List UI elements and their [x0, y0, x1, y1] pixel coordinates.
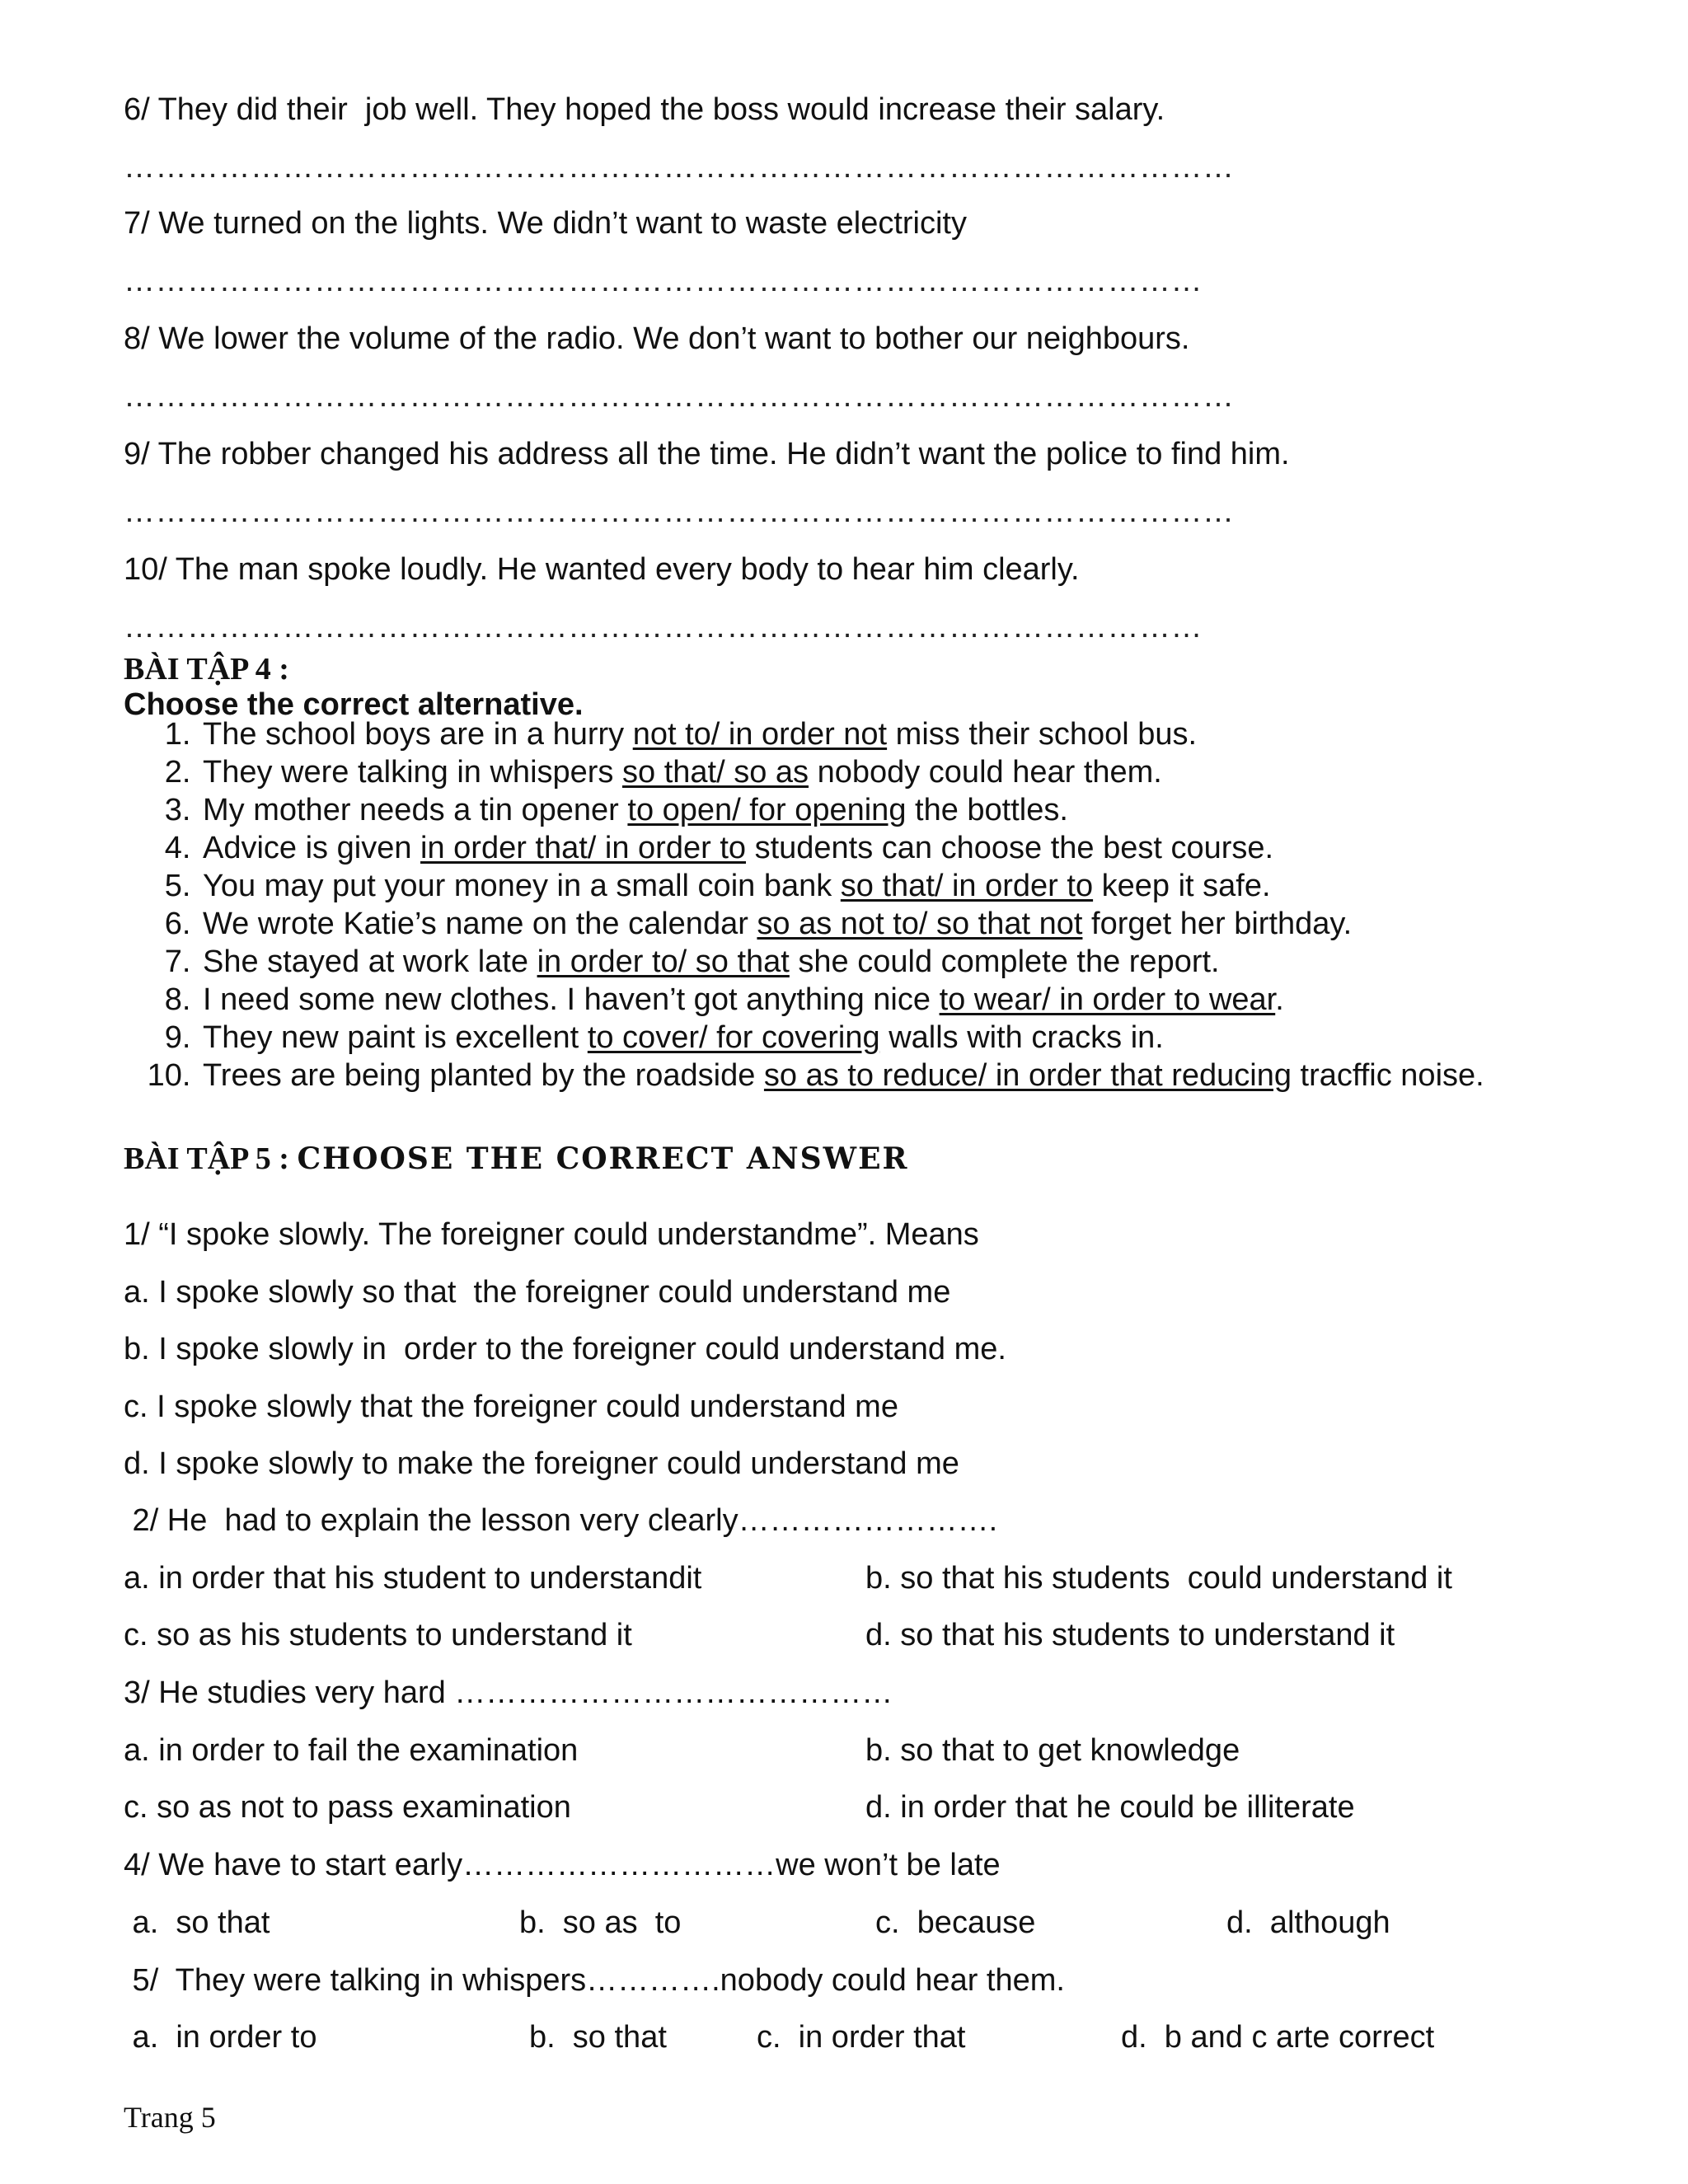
choice-underlined: so that/ so as [622, 755, 809, 790]
item-text-after: she could complete the report. [789, 944, 1220, 979]
q1-option-a: a. I spoke slowly so that the foreigner could understand me [124, 1275, 951, 1310]
item-text-after: walls with cracks in. [879, 1020, 1164, 1055]
choice-underlined: so that/ in order to [840, 869, 1094, 903]
exercise-4-list [124, 715, 1634, 1094]
question-4: 4/ We have to start early…………………………we won’t be late [124, 1848, 1001, 1882]
sentence-7: 7/ We turned on the lights. We didn’t want to waste electricity [124, 206, 967, 241]
sentence-8: 8/ We lower the volume of the radio. We don’t want to bother our neighbours. [124, 321, 1190, 356]
list-item [199, 1019, 1634, 1057]
item-text-after: tracffic noise. [1291, 1058, 1484, 1093]
item-text-before: I need some new clothes. I haven’t got anything nice [203, 982, 940, 1017]
q2-option-d: d. so that his students to understand it [865, 1618, 1395, 1652]
item-text-after: forget her birthday. [1082, 907, 1353, 941]
item-text-before: Advice is given [203, 831, 421, 865]
q5-option-d: d. b and c arte correct [1121, 2020, 1435, 2055]
q2-option-a: a. in order that his student to understandit [124, 1561, 702, 1596]
answer-line-8: …………………………………………………………………………………………… [124, 379, 1235, 414]
exercise-5-heading [124, 1141, 908, 1177]
q4-option-b: b. so as to [519, 1905, 682, 1940]
item-text-after: . [1275, 982, 1284, 1017]
q3-option-c: c. so as not to pass examination [124, 1790, 571, 1825]
answer-line-6: …………………………………………………………………………………………… [124, 150, 1235, 185]
question-5: 5/ They were talking in whispers………….nobody could hear them. [124, 1963, 1065, 1998]
question-1: 1/ “I spoke slowly. The foreigner could understandme”. Means [124, 1217, 979, 1252]
list-item [199, 867, 1634, 905]
list-item [199, 791, 1634, 829]
list-item [199, 1057, 1634, 1094]
choice-underlined: to wear/ in order to wear [939, 982, 1276, 1017]
choice-underlined: so as to reduce/ in order that reducing [763, 1058, 1292, 1093]
choice-underlined: to open/ for opening [627, 793, 907, 827]
q1-option-d: d. I spoke slowly to make the foreigner could understand me [124, 1446, 959, 1481]
list-item [199, 905, 1634, 943]
exercise-5-title: CHOOSE THE CORRECT ANSWER [297, 1141, 909, 1176]
list-item [199, 829, 1634, 867]
sentence-9: 9/ The robber changed his address all the time. He didn’t want the police to find him. [124, 437, 1290, 471]
q5-option-a: a. in order to [124, 2020, 317, 2055]
list-item [199, 715, 1634, 753]
q1-option-c: c. I spoke slowly that the foreigner could understand me [124, 1390, 898, 1424]
item-text-after: students can choose the best course. [746, 831, 1274, 865]
item-text-after: the bottles. [906, 793, 1068, 827]
page-number: Trang 5 [124, 2101, 216, 2134]
q2-option-c: c. so as his students to understand it [124, 1618, 632, 1652]
choice-underlined: not to/ in order not [632, 717, 888, 752]
item-text-before: Trees are being planted by the roadside [203, 1058, 764, 1093]
item-text-before: The school boys are in a hurry [203, 717, 633, 752]
q5-option-b: b. so that [529, 2020, 667, 2055]
question-3: 3/ He studies very hard …………………………………… [124, 1675, 893, 1710]
choice-underlined: in order that/ in order to [420, 831, 747, 865]
q3-option-d: d. in order that he could be illiterate [865, 1790, 1355, 1825]
question-2: 2/ He had to explain the lesson very clearly……………………. [124, 1503, 998, 1538]
sentence-6: 6/ They did their job well. They hoped the boss would increase their salary. [124, 92, 1165, 127]
answer-line-7: ………………………………………………………………………………………… [124, 264, 1203, 298]
q2-option-b: b. so that his students could understand it [865, 1561, 1452, 1596]
exercise-5-prefix: BÀI TẬP 5 : [124, 1141, 298, 1176]
choice-underlined: to cover/ for covering [587, 1020, 880, 1055]
choice-underlined: in order to/ so that [537, 944, 790, 979]
item-text-before: You may put your money in a small coin bank [203, 869, 841, 903]
answer-line-9: …………………………………………………………………………………………… [124, 494, 1235, 529]
item-text-after: keep it safe. [1093, 869, 1271, 903]
item-text-after: nobody could hear them. [809, 755, 1162, 790]
q3-option-b: b. so that to get knowledge [865, 1733, 1240, 1768]
item-text-before: She stayed at work late [203, 944, 537, 979]
list-item [199, 943, 1634, 981]
item-text-before: They new paint is excellent [203, 1020, 588, 1055]
choice-underlined: so as not to/ so that not [757, 907, 1083, 941]
list-item [199, 981, 1634, 1019]
sentence-10: 10/ The man spoke loudly. He wanted every body to hear him clearly. [124, 552, 1080, 587]
item-text-before: We wrote Katie’s name on the calendar [203, 907, 757, 941]
list-item [199, 753, 1634, 791]
answer-line-10: ………………………………………………………………………………………… [124, 610, 1203, 644]
item-text-before: They were talking in whispers [203, 755, 622, 790]
q4-option-c: c. because [875, 1905, 1036, 1940]
exercise-4-heading: BÀI TẬP 4 : [124, 652, 289, 687]
exercise-4-instruction: Choose the correct alternative. [124, 687, 584, 722]
q1-option-b: b. I spoke slowly in order to the foreigner could understand me. [124, 1332, 1006, 1366]
item-text-before: My mother needs a tin opener [203, 793, 628, 827]
item-text-after: miss their school bus. [887, 717, 1198, 752]
q5-option-c: c. in order that [757, 2020, 966, 2055]
q4-option-d: d. although [1226, 1905, 1390, 1940]
q3-option-a: a. in order to fail the examination [124, 1733, 579, 1768]
q4-option-a: a. so that [124, 1905, 270, 1940]
